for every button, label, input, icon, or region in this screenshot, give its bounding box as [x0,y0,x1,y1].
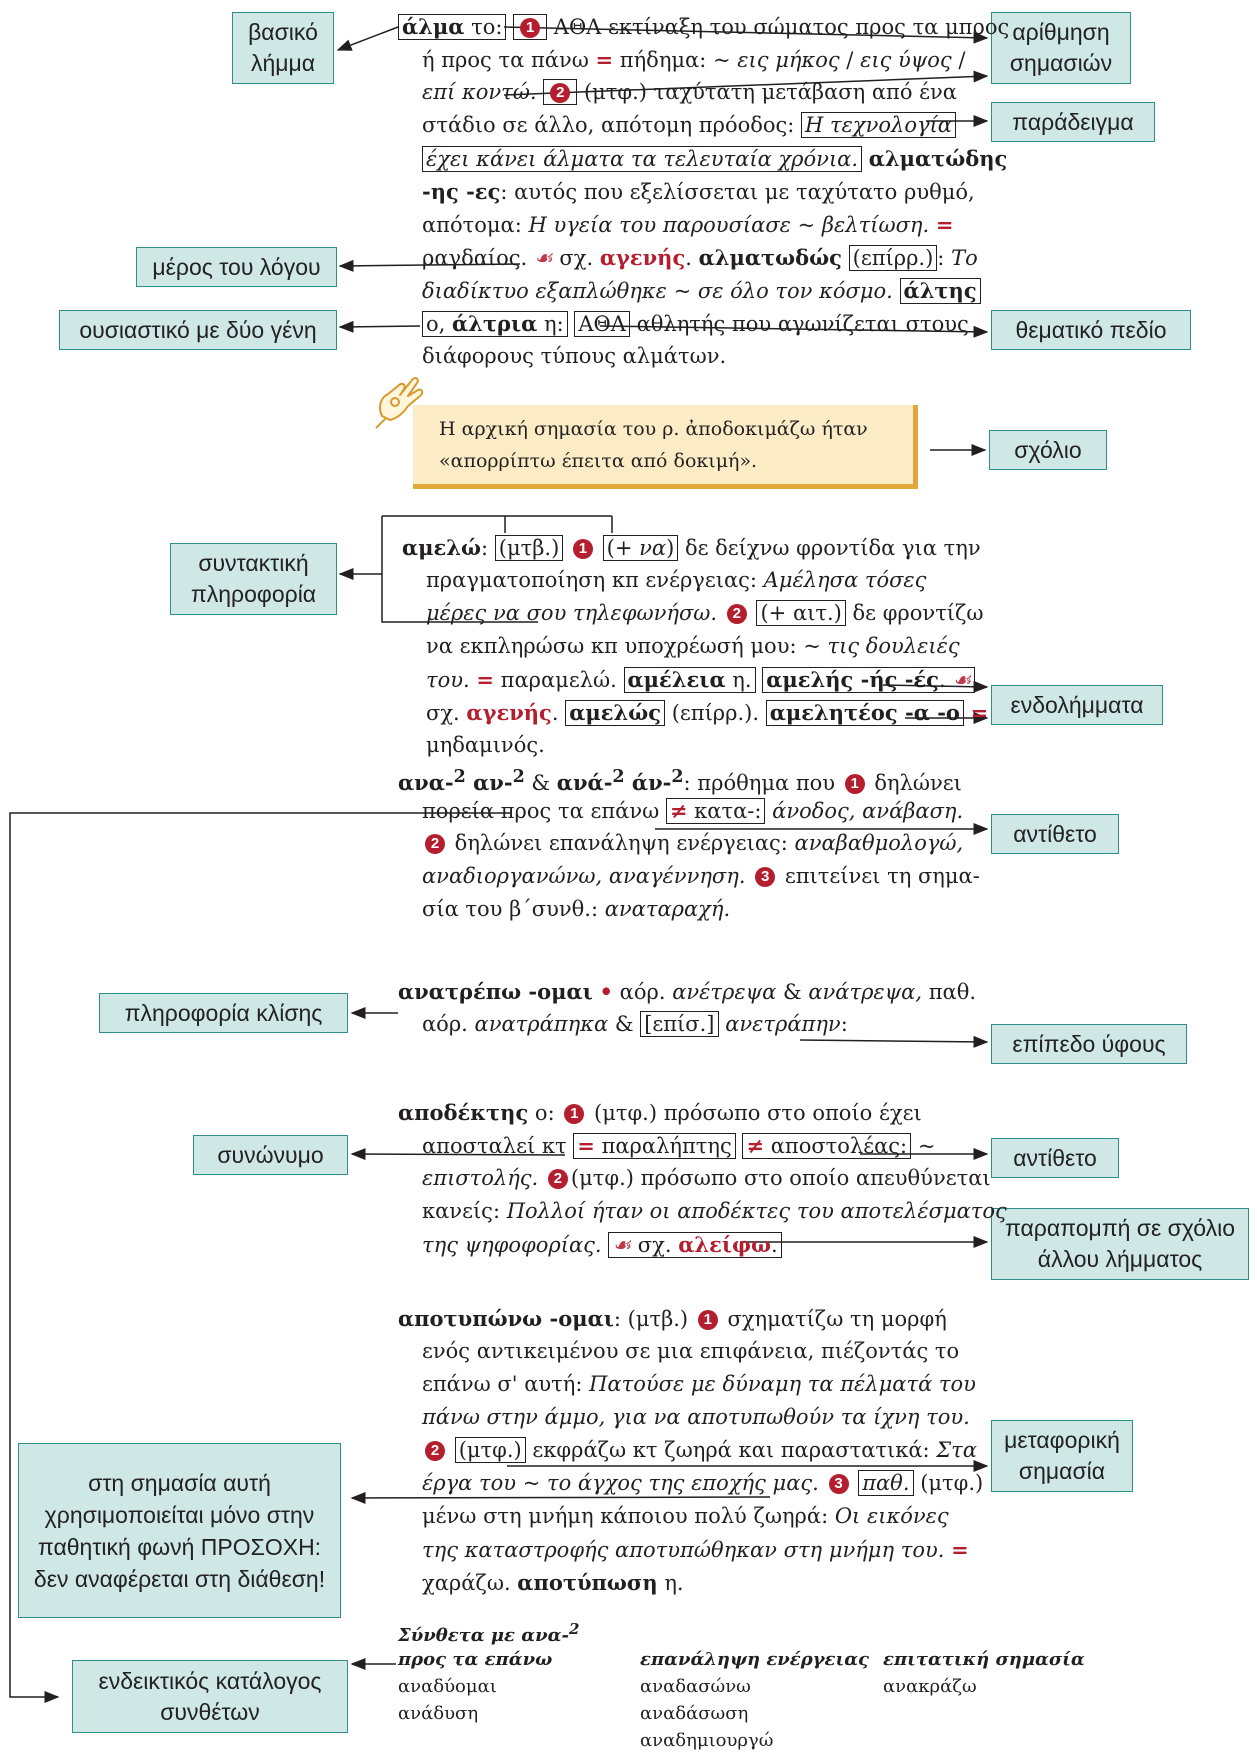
entry-line: του. = παραμελώ. αμέλεια η. αμελής -ής -ές. ☙ [402,663,988,696]
entry-line: μέρες να σου τηλεφωνήσω. 2 (+ αιτ.) δε φροντίζω [426,601,984,625]
entry-line: 2 (μτφ.) εκφράζω κτ ζωηρά και παραστατικά: Στα [398,1434,983,1467]
compounds-column-title: επιτατική σημασία [883,1649,1085,1670]
label-style-level: επίπεδο ύφους [991,1024,1187,1064]
entry-line: να εκπληρώσω κπ υποχρέωσή μου: ~ τις δουλειές [426,634,960,658]
entry-line: χαράζω. αποτύπωση η. [422,1570,684,1595]
compound-item: ανάδυση [398,1703,479,1724]
note-box: Η αρχική σημασία του ρ. ἀποδοκιμάζω ήταν «απορρίπτω έπειτα από δοκιμή». [413,405,918,489]
entry-line: αμελώ: (μτβ.) 1 (+ να) δε δείχνω φροντίδα για την [402,535,981,560]
entry-line: έργα του ~ το άγχος της εποχής μας. 3 παθ. (μτφ.) [422,1471,984,1495]
entry-line: της καταστροφής αποτυπώθηκαν στη μνήμη του. = [422,1537,969,1562]
label-metaphorical-sense: μεταφορική σημασία [991,1420,1133,1492]
compound-item: αναδημιουργώ [640,1730,774,1751]
entry-line: ενός αντικειμένου σε μια επιφάνεια, πιέζοντάς το [422,1339,960,1363]
entry-line: μηδαμινός. [426,733,545,757]
label-compounds-list: ενδεικτικός κατάλογος συνθέτων [72,1660,348,1733]
entry-line: 2 δηλώνει επανάληψη ενέργειας: αναβαθμολογώ, [398,827,980,860]
compound-item: αναδασώνω [640,1676,751,1697]
entry-line: κανείς: Πολλοί ήταν οι αποδέκτες του αποτελέσματος [422,1199,1007,1223]
label-synonym: συνώνυμο [193,1135,348,1175]
label-inflection-info: πληροφορία κλίσης [99,993,348,1033]
label-comment: σχόλιο [989,430,1107,470]
entry-line: αποσταλεί κτ = παραλήπτης ≠ αποστολέας: ~ [422,1133,936,1158]
entry-line: επί κοντώ. 2 (μτφ.) ταχύτατη μετάβαση από ένα [422,80,957,104]
entry-line: πραγματοποίηση κπ ενέργειας: Αμέλησα τόσες [426,568,927,592]
entry-line: επιστολής. 2 (μτφ.) πρόσωπο στο οποίο απευθύνεται [422,1166,991,1190]
label-example: παράδειγμα [991,102,1155,142]
compounds-column-title: επανάληψη ενέργειας [640,1649,870,1670]
entry-line: διαδίκτυο εξαπλώθηκε ~ σε όλο τον κόσμο. άλτης [398,274,1009,307]
entry-line: μένω στη μνήμη κάποιου πολύ ζωηρά: Οι εικόνες [422,1504,949,1528]
label-sense-numbering: αρίθμηση σημασιών [991,12,1131,84]
compounds-column [883,1646,1085,1700]
entry-line: ο, άλτρια η: ΑΘΛ αθλητής που αγωνίζεται στους [398,307,1009,340]
entry-amelo [402,531,988,762]
entry-line: σχ. αγενής. αμελώς (επίρρ.). αμελητέος -α -ο = [426,700,989,725]
entry-line: αόρ. ανατράπηκα & [επίσ.] ανετράπην: [422,1012,848,1036]
entry-line: έχει κάνει άλματα τα τελευταία χρόνια. αλματώδης [398,142,1009,175]
entry-alma [398,10,1009,373]
entry-ana [398,761,980,926]
entry-line: απότομα: Η υγεία του παρουσίασε ~ βελτίωση. = [422,212,954,237]
entry-line: αποδέκτης ο: 1 (μτφ.) πρόσωπο στο οποίο έχει [398,1100,922,1125]
label-sublemmas: ενδολήμματα [991,685,1163,725]
compound-item: ανακράζω [883,1676,977,1697]
label-syntactic-info: συντακτική πληροφορία [170,543,337,615]
entry-line: αποτυπώνω -ομαι: (μτβ.) 1 σχηματίζω τη μορφή [398,1306,947,1331]
label-thematic-field: θεματικό πεδίο [991,310,1191,350]
entry-line: ή προς τα πάνω = πήδημα: ~ εις μήκος / εις ύψος / [422,47,966,72]
compound-item: αναδύομαι [398,1676,497,1697]
compounds-column [640,1646,869,1754]
label-noun-two-genders: ουσιαστικό με δύο γένη [59,310,337,350]
label-antonym-2: αντίθετο [991,1138,1119,1178]
entry-line: πάνω στην άμμο, για να αποτυπωθούν τα ίχνη του. [422,1405,970,1429]
entry-line: διάφορους τύπους αλμάτων. [422,344,727,368]
label-cross-reference: παραπομπή σε σχόλιο άλλου λήμματος [991,1208,1249,1280]
entry-line: ραγδαίος. ☙ σχ. αγενής. αλματωδώς (επίρρ.) : Το [422,245,978,270]
entry-line: ανατρέπω -ομαι • αόρ. ανέτρεψα & ανάτρεψα, παθ. [398,979,977,1004]
entry-line: σία του β΄συνθ.: αναταραχή. [422,897,731,921]
entry-line: ανα-$^2$ αν-$^2$ & ανά-$^2$ άν-$^2$: πρόθημα που 1 δηλώνει [398,767,962,795]
entry-line: της ψηφοφορίας. ☙ σχ. αλείφω. [398,1228,1007,1261]
compounds-column [398,1646,552,1727]
entry-apotypono [398,1302,983,1599]
entry-line: επάνω σ' αυτή: Πατούσε με δύναμη τα πέλματά του [422,1372,976,1396]
entry-line: στάδιο σε άλλο, απότομη πρόοδος: Η τεχνολογία [398,109,1009,142]
label-basic-lemma: βασικό λήμμα [232,12,334,84]
entry-line: -ης -ες: αυτός που εξελίσσεται με ταχύτατο ρυθμό, [422,179,975,204]
entry-line: άλμα το: 1 ΑΘΛ εκτίναξη του σώματος προς τα μπρος [398,10,1009,43]
label-passive-note: στη σημασία αυτή χρησιμοποιείται μόνο στην παθητική φωνή ΠΡΟΣΟΧΗ: δεν αναφέρεται στη διάθεση! [18,1443,341,1618]
label-antonym-1: αντίθετο [991,814,1119,854]
label-part-of-speech: μέρος του λόγου [136,247,337,287]
compounds-column-title: προς τα επάνω [398,1649,553,1670]
entry-line: πορεία προς τα επάνω ≠ κατα-: άνοδος, ανάβαση. [422,798,964,823]
entry-line: αναδιοργανώνω, αναγέννηση. 3 επιτείνει τη σημα- [422,864,980,888]
entry-apodektis [398,1096,1007,1261]
compounds-heading: Σύνθετα με ανα-$^2$ [398,1620,580,1646]
compound-item: αναδάσωση [640,1703,749,1724]
entry-anatrepo [398,975,976,1041]
